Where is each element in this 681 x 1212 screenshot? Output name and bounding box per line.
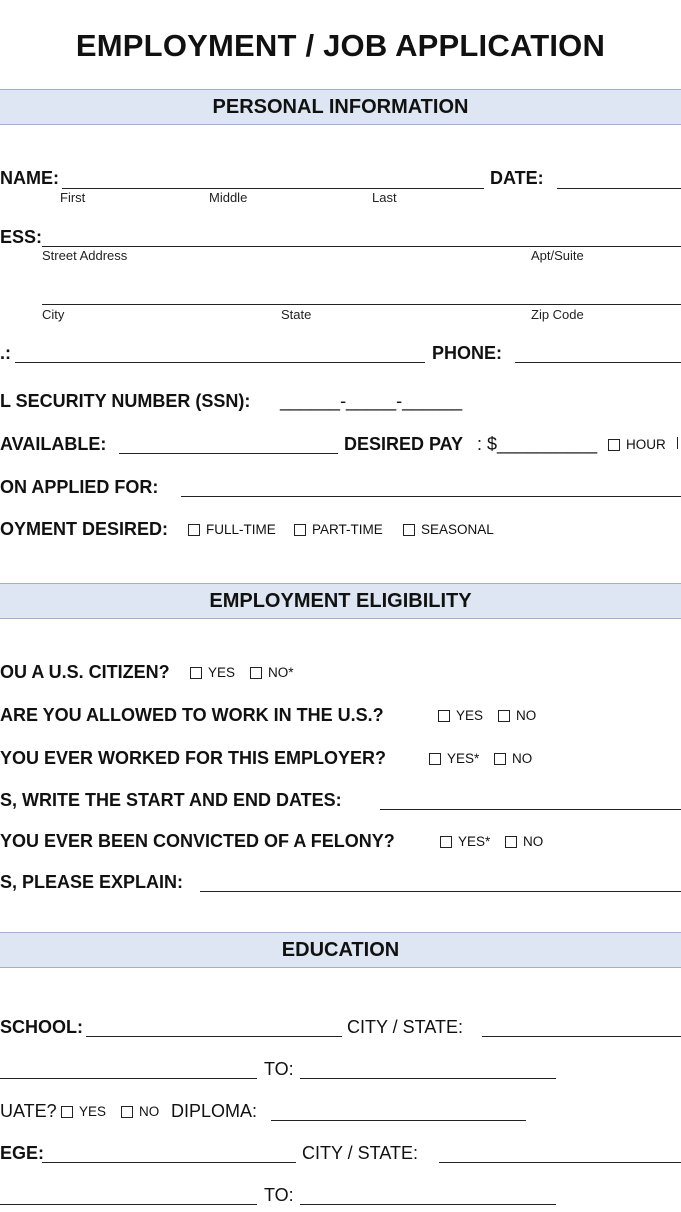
hour-option[interactable] [608,437,666,452]
school-from-field[interactable] [0,1078,257,1079]
explain-label: S, PLEASE EXPLAIN: [0,872,184,892]
felony-yes-label: YES* [458,834,491,849]
felony-no-checkbox[interactable] [505,836,517,848]
section-title-education: EDUCATION [281,939,400,961]
felony-yes-option[interactable] [440,834,490,849]
date-available-label: AVAILABLE: [0,434,107,454]
graduate-no-checkbox[interactable] [121,1106,133,1118]
seasonal-checkbox[interactable] [403,524,415,536]
date-field[interactable] [557,188,681,189]
full-time-label: FULL-TIME [206,522,276,537]
college-field[interactable] [42,1162,296,1163]
seasonal-label: SEASONAL [421,522,494,537]
high-school-label: SCHOOL: [0,1017,83,1037]
last-sublabel: Last [372,190,397,205]
next-checkbox-edge [677,437,678,449]
felony-no-option[interactable] [505,834,543,849]
middle-sublabel: Middle [209,190,248,205]
start-end-dates-label: S, WRITE THE START AND END DATES: [0,790,342,810]
work-allowed-question: ARE YOU ALLOWED TO WORK IN THE U.S.? [0,705,384,725]
zip-sublabel: Zip Code [531,307,584,322]
diploma-label: DIPLOMA: [171,1101,258,1121]
school-city-state-label: CITY / STATE: [347,1017,464,1037]
worked-before-yes-label: YES* [447,751,480,766]
felony-question: YOU EVER BEEN CONVICTED OF A FELONY? [0,831,395,851]
phone-field[interactable] [515,362,681,363]
citizen-no-label: NO* [268,665,294,680]
worked-before-yes-checkbox[interactable] [429,753,441,765]
full-time-checkbox[interactable] [188,524,200,536]
graduate-yes-label: YES [79,1104,107,1119]
address-label: ESS: [0,227,43,247]
college-city-state-label: CITY / STATE: [302,1143,419,1163]
graduate-label: UATE? [0,1101,57,1121]
worked-before-yes-option[interactable] [429,751,479,766]
work-allowed-no-label: NO [516,708,537,723]
email-field[interactable] [15,362,425,363]
email-label: .: [0,343,11,363]
date-available-field[interactable] [119,453,338,454]
explain-field[interactable] [200,891,681,892]
employment-desired-label: OYMENT DESIRED: [0,519,169,539]
worked-before-no-label: NO [512,751,533,766]
name-label: NAME: [0,168,59,188]
graduate-no-label: NO [139,1104,160,1119]
full-time-option[interactable] [188,522,276,537]
date-label: DATE: [490,168,544,188]
felony-no-label: NO [523,834,544,849]
part-time-label: PART-TIME [312,522,383,537]
work-allowed-no-option[interactable] [498,708,536,723]
city-sublabel: City [42,307,65,322]
citizen-yes-option[interactable] [190,665,235,680]
work-allowed-no-checkbox[interactable] [498,710,510,722]
phone-label: PHONE: [432,343,503,363]
hour-option-label: HOUR [626,437,666,452]
section-title-personal: PERSONAL INFORMATION [212,96,469,118]
diploma-field[interactable] [271,1120,526,1121]
worked-before-no-option[interactable] [494,751,532,766]
position-label: ON APPLIED FOR: [0,477,159,497]
college-to-label: TO: [264,1185,294,1205]
city-state-zip-field[interactable] [42,304,681,305]
college-label: EGE: [0,1143,45,1163]
felony-yes-checkbox[interactable] [440,836,452,848]
start-end-dates-field[interactable] [380,809,681,810]
citizen-yes-label: YES [208,665,236,680]
hour-checkbox[interactable] [608,439,620,451]
citizen-no-checkbox[interactable] [250,667,262,679]
apt-sublabel: Apt/Suite [531,248,584,263]
section-header-education [0,932,681,968]
section-header-eligibility [0,583,681,619]
work-allowed-yes-checkbox[interactable] [438,710,450,722]
part-time-checkbox[interactable] [294,524,306,536]
college-to-field[interactable] [300,1204,556,1205]
school-to-label: TO: [264,1059,294,1079]
name-field[interactable] [62,188,484,189]
worked-before-no-checkbox[interactable] [494,753,506,765]
position-field[interactable] [181,496,681,497]
state-sublabel: State [281,307,312,322]
section-title-eligibility: EMPLOYMENT ELIGIBILITY [209,590,472,612]
desired-pay-label: DESIRED PAY [344,434,464,454]
citizen-yes-checkbox[interactable] [190,667,202,679]
worked-before-question: YOU EVER WORKED FOR THIS EMPLOYER? [0,748,387,768]
desired-pay-field[interactable]: : $__________ [477,434,598,454]
college-from-field[interactable] [0,1204,257,1205]
graduate-yes-checkbox[interactable] [61,1106,73,1118]
citizen-no-option[interactable] [250,665,294,680]
street-address-field[interactable] [42,246,681,247]
ssn-label: L SECURITY NUMBER (SSN): [0,391,251,411]
work-allowed-yes-option[interactable] [438,708,483,723]
school-to-field[interactable] [300,1078,556,1079]
page-title: EMPLOYMENT / JOB APPLICATION [75,28,606,63]
graduate-no-option[interactable] [121,1104,159,1119]
school-city-state-field[interactable] [482,1036,681,1037]
ssn-field[interactable]: ______-_____-______ [280,391,463,411]
college-city-state-field[interactable] [439,1162,681,1163]
section-header-personal [0,89,681,125]
high-school-field[interactable] [86,1036,342,1037]
work-allowed-yes-label: YES [456,708,484,723]
graduate-yes-option[interactable] [61,1104,106,1119]
part-time-option[interactable] [294,522,383,537]
street-sublabel: Street Address [42,248,128,263]
first-sublabel: First [60,190,86,205]
seasonal-option[interactable] [403,522,494,537]
citizen-question: OU A U.S. CITIZEN? [0,662,170,682]
